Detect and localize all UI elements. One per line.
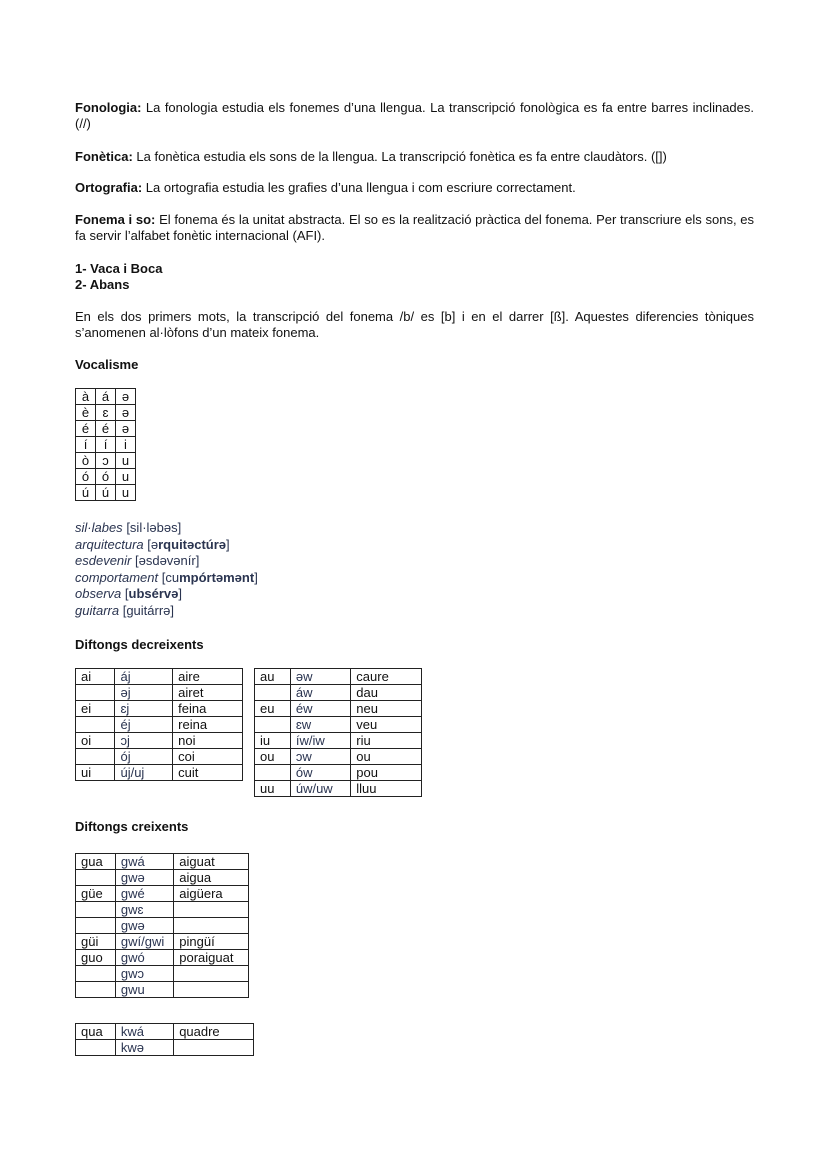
table-cell: güi <box>76 934 116 950</box>
table-cell: airet <box>173 685 243 701</box>
table-row <box>76 854 249 870</box>
table-row <box>76 405 136 421</box>
word: esdevenir <box>75 553 132 568</box>
table-row <box>255 701 422 717</box>
table-cell: ɔ <box>96 453 116 469</box>
table-cell <box>174 918 249 934</box>
table-row <box>255 765 422 781</box>
paragraph-fonema-so <box>75 212 754 244</box>
allophones-text: En els dos primers mots, la transcripció del fonema /b/ es [b] i en el darrer [ß]. Aquestes diferencies tòniques s’anomenen al·lòfons d’un mateix fonema. <box>75 309 754 340</box>
word-transcription <box>75 603 258 620</box>
word-transcription <box>75 570 258 587</box>
transcription-segment: [sil·ləbəs] <box>126 520 182 535</box>
table-cell: ɛj <box>115 701 173 717</box>
table-row <box>76 717 243 733</box>
table-cell: cuit <box>173 765 243 781</box>
table-cell <box>76 966 116 982</box>
word-transcription <box>75 520 258 537</box>
table-cell: dau <box>351 685 422 701</box>
table-cell: ə <box>116 421 136 437</box>
table-cell <box>76 685 115 701</box>
table-cell: u <box>116 485 136 501</box>
word-transcription <box>75 537 258 554</box>
table-cell <box>255 685 291 701</box>
word: sil·labes <box>75 520 123 535</box>
table-cell <box>76 717 115 733</box>
table-row <box>76 421 136 437</box>
table-row <box>76 966 249 982</box>
transcription-segment: [ <box>124 586 129 601</box>
table-cell: gwá <box>115 854 173 870</box>
table-cell: ú <box>76 485 96 501</box>
table-cell: gwə <box>115 918 173 934</box>
vocalisme-table <box>75 388 136 501</box>
transcription-segment: ] <box>254 569 258 585</box>
table-cell: u <box>116 469 136 485</box>
table-cell: coi <box>173 749 243 765</box>
list-item: 1- Vaca i Boca <box>75 261 163 276</box>
table-cell <box>76 902 116 918</box>
transcription-segment: ] <box>226 536 230 552</box>
table-cell: veu <box>351 717 422 733</box>
transcription-segment: mpórtəmənt <box>179 569 255 585</box>
table-cell: ów <box>290 765 350 781</box>
table-cell: poraiguat <box>174 950 249 966</box>
table-row <box>76 389 136 405</box>
table-cell: qua <box>76 1024 116 1040</box>
heading-diftongs-decreixents: Diftongs decreixents <box>75 637 204 652</box>
table-cell <box>174 1040 254 1056</box>
paragraph-fonetica <box>75 149 754 165</box>
table-row <box>255 717 422 733</box>
table-row <box>255 685 422 701</box>
table-row <box>76 765 243 781</box>
definition: La fonètica estudia els sons de la llengua. La transcripció fonètica es fa entre claudàtors. ([]) <box>132 149 667 164</box>
table-row <box>76 886 249 902</box>
creixents-qu-table <box>75 1023 254 1056</box>
table-cell: gwí/gwi <box>115 934 173 950</box>
term: Ortografia: <box>75 180 143 195</box>
table-cell: íw/iw <box>290 733 350 749</box>
table-cell: ú <box>96 485 116 501</box>
table-cell: quadre <box>174 1024 254 1040</box>
table-row <box>255 781 422 797</box>
table-cell: éj <box>115 717 173 733</box>
table-cell: ə <box>116 389 136 405</box>
table-cell <box>76 749 115 765</box>
table-cell: í <box>96 437 116 453</box>
table-row <box>76 749 243 765</box>
table-cell: reina <box>173 717 243 733</box>
definition: El fonema és la unitat abstracta. El so es la realització pràctica del fonema. Per transcriure els sons, es fa servir l’alfabet fonètic internacional (AFI). <box>75 212 754 243</box>
transcription-segment: ] <box>178 586 182 601</box>
table-row <box>255 669 422 685</box>
table-cell: eu <box>255 701 291 717</box>
table-cell: ó <box>96 469 116 485</box>
transcription-segment: [ə <box>147 536 159 552</box>
table-row <box>76 1024 254 1040</box>
table-cell: lluu <box>351 781 422 797</box>
table-cell: ɛw <box>290 717 350 733</box>
table-row <box>76 437 136 453</box>
table-row <box>76 902 249 918</box>
word-list <box>75 520 258 619</box>
table-cell <box>76 982 116 998</box>
table-cell: gwə <box>115 870 173 886</box>
table-cell: ó <box>76 469 96 485</box>
word: comportament <box>75 569 159 585</box>
decreixents-table-left <box>75 668 243 781</box>
table-cell: pingüí <box>174 934 249 950</box>
table-cell: kwá <box>115 1024 173 1040</box>
paragraph-ortografia <box>75 180 754 196</box>
table-cell: gwó <box>115 950 173 966</box>
table-cell: güe <box>76 886 116 902</box>
table-cell: i <box>116 437 136 453</box>
table-cell: ò <box>76 453 96 469</box>
term: Fonètica: <box>75 149 133 164</box>
table-cell: caure <box>351 669 422 685</box>
heading-diftongs-creixents: Diftongs creixents <box>75 819 189 834</box>
table-cell: gwé <box>115 886 173 902</box>
table-cell: é <box>76 421 96 437</box>
transcription-segment: [cu <box>161 569 180 585</box>
table-cell: è <box>76 405 96 421</box>
word: observa <box>75 586 122 601</box>
table-cell: á <box>96 389 116 405</box>
table-cell: é <box>96 421 116 437</box>
table-cell <box>255 717 291 733</box>
term: Fonema i so: <box>75 212 156 227</box>
table-cell: ou <box>351 749 422 765</box>
table-row <box>76 685 243 701</box>
table-cell <box>174 982 249 998</box>
table-cell: aiguat <box>174 854 249 870</box>
table-cell: oi <box>76 733 115 749</box>
term: Fonologia: <box>75 100 142 115</box>
table-cell: ui <box>76 765 115 781</box>
heading-vocalisme: Vocalisme <box>75 357 139 372</box>
table-cell: áw <box>290 685 350 701</box>
table-cell: au <box>255 669 291 685</box>
table-row <box>76 950 249 966</box>
table-row <box>255 749 422 765</box>
table-cell <box>76 870 116 886</box>
table-row <box>76 733 243 749</box>
table-cell <box>255 765 291 781</box>
table-row <box>76 701 243 717</box>
table-cell: əw <box>290 669 350 685</box>
table-cell: à <box>76 389 96 405</box>
word: guitarra <box>75 602 120 618</box>
transcription-segment: [əsdəvənír] <box>135 553 200 568</box>
table-cell <box>76 918 116 934</box>
word-transcription <box>75 553 258 570</box>
table-row <box>76 469 136 485</box>
word-transcription <box>75 586 258 603</box>
table-cell: gwɔ <box>115 966 173 982</box>
definition: La ortografia estudia les grafies d’una llengua i com escriure correctament. <box>142 180 576 195</box>
table-cell: éw <box>290 701 350 717</box>
table-cell: ɛ <box>96 405 116 421</box>
table-cell: ou <box>255 749 291 765</box>
table-cell: ój <box>115 749 173 765</box>
transcription-segment: rquitəctúrə <box>158 536 227 552</box>
table-row <box>76 934 249 950</box>
table-cell <box>174 902 249 918</box>
table-row <box>76 453 136 469</box>
table-cell: neu <box>351 701 422 717</box>
table-cell: iu <box>255 733 291 749</box>
table-cell: aire <box>173 669 243 685</box>
paragraph-allophones <box>75 309 754 341</box>
table-cell: u <box>116 453 136 469</box>
table-cell: kwə <box>115 1040 173 1056</box>
table-cell: aigüera <box>174 886 249 902</box>
table-row <box>255 733 422 749</box>
table-cell: í <box>76 437 96 453</box>
table-cell: ɔj <box>115 733 173 749</box>
table-cell: feina <box>173 701 243 717</box>
transcription-segment: ubsérvə <box>128 586 179 601</box>
table-cell: új/uj <box>115 765 173 781</box>
list-item: 2- Abans <box>75 277 130 292</box>
table-cell: ɔw <box>290 749 350 765</box>
table-cell: ai <box>76 669 115 685</box>
table-row <box>76 485 136 501</box>
creixents-gu-table <box>75 853 249 998</box>
table-row <box>76 870 249 886</box>
table-row <box>76 918 249 934</box>
table-row <box>76 669 243 685</box>
table-cell: noi <box>173 733 243 749</box>
table-cell: riu <box>351 733 422 749</box>
transcription-segment: [guitárrə] <box>122 602 175 618</box>
decreixents-table-right <box>254 668 422 797</box>
table-cell: ə <box>116 405 136 421</box>
paragraph-fonologia <box>75 100 754 132</box>
table-cell: gwu <box>115 982 173 998</box>
table-row <box>76 1040 254 1056</box>
table-cell: uu <box>255 781 291 797</box>
table-cell: guo <box>76 950 116 966</box>
table-cell <box>174 966 249 982</box>
table-cell: ei <box>76 701 115 717</box>
word: arquitectura <box>75 536 144 552</box>
definition: La fonologia estudia els fonemes d’una llengua. La transcripció fonològica es fa entre barres inclinades. (//) <box>75 100 754 131</box>
table-row <box>76 982 249 998</box>
table-cell: áj <box>115 669 173 685</box>
table-cell: aigua <box>174 870 249 886</box>
table-cell: əj <box>115 685 173 701</box>
table-cell: gua <box>76 854 116 870</box>
table-cell <box>76 1040 116 1056</box>
table-cell: pou <box>351 765 422 781</box>
table-cell: úw/uw <box>290 781 350 797</box>
example-list <box>75 261 754 293</box>
table-cell: gwɛ <box>115 902 173 918</box>
